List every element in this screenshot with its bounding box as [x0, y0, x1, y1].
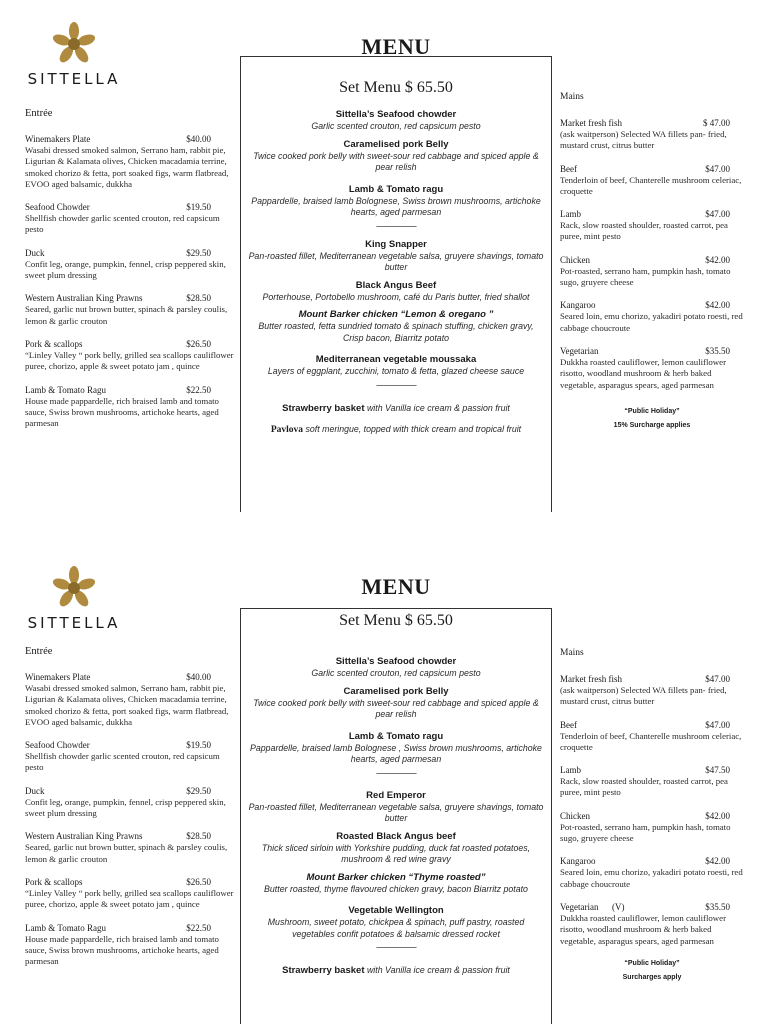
course-separator: ————— — [376, 943, 416, 953]
dish-price: $47.00 — [705, 719, 730, 730]
set-dish-name: Sittella’s Seafood chowder — [335, 656, 457, 667]
dish-name: Lamb — [560, 209, 581, 220]
dish-description: Dukkha roasted cauliflower, lemon cauliflower risotto, woodland mushroom & herb baked vegetable, asparagus spears, aged parmesan — [560, 912, 726, 946]
set-dish-description: Pappardelle, braised lamb Bolognese , Swiss brown mushrooms, artichoke hearts, aged parmesan — [250, 742, 542, 764]
public-holiday-note: “Public Holiday” — [624, 959, 680, 967]
sittella-logo — [18, 22, 130, 92]
set-dish-description: Pappardelle, braised lamb Bolognese, Swiss brown mushrooms, artichoke hearts, aged parmesan — [251, 195, 541, 217]
dish-description: Pot-roasted, serrano ham, pumpkin hash, tomato sugo, gruyere cheese — [560, 821, 731, 844]
surcharge-note: 15% Surcharge applies — [613, 421, 691, 429]
entree-item — [25, 786, 235, 820]
surcharge-note: Surcharges apply — [622, 973, 682, 981]
set-menu-item — [247, 731, 545, 766]
set-dish-name: Caramelised pork Belly — [343, 138, 449, 150]
dish-price: $47.00 — [705, 674, 730, 684]
dish-price: $29.50 — [186, 247, 211, 258]
set-menu-title: Set Menu $ 65.50 — [339, 612, 453, 629]
mains-item — [560, 720, 744, 754]
dish-name: Vegetarian — [560, 345, 599, 356]
dish-description: “Linley Valley “ pork belly, grilled sea scallops cauliflower puree, chorizo, apple & sweet potato jam , quince — [25, 349, 234, 372]
set-menu-item — [247, 905, 545, 940]
dish-description: Shellfish chowder garlic scented crouton, red capsicum pesto — [25, 751, 220, 773]
set-menu-item — [247, 280, 545, 304]
set-dish-name: Mount Barker chicken “Lemon & oregano ” — [298, 309, 494, 320]
dish-name: Western Australian King Prawns — [25, 831, 143, 842]
mains-column — [560, 648, 744, 985]
dish-name: Lamb — [560, 765, 581, 776]
dish-description: Dukkha roasted cauliflower, lemon cauliflower risotto, woodland mushroom & herb baked vegetable, asparagus spears, aged parmesan — [560, 356, 726, 390]
set-dish-description: Porterhouse, Portobello mushroom, café du Paris butter, fried shallot — [262, 291, 530, 302]
dish-price: $35.50 — [705, 345, 730, 356]
dish-description: Tenderloin of beef, Chanterelle mushroom celeriac, croquette — [560, 174, 742, 196]
dish-price: $35.50 — [705, 901, 730, 912]
dessert-item — [247, 423, 545, 436]
mains-item — [560, 765, 744, 799]
mains-item — [560, 674, 744, 708]
entree-item — [25, 339, 235, 373]
dish-price: $26.50 — [186, 876, 211, 887]
set-menu-item — [247, 139, 545, 174]
dish-description: Wasabi dressed smoked salmon, Serrano ham, rabbit pie, Ligurian & Kalamata olives, Chicken macadamia terrine, smoked chorizo & fetta, port soaked figs, warm flatbread, EVOO aged balsamic, dukkha — [25, 145, 229, 189]
set-menu-item — [247, 872, 545, 896]
dish-description: Shellfish chowder garlic scented crouton, red capsicum pesto — [25, 213, 220, 235]
dish-price: $42.00 — [705, 300, 730, 311]
set-dish-name: Red Emperor — [366, 789, 426, 801]
set-dish-name: Caramelised pork Belly — [343, 685, 449, 697]
set-dish-description: Mushroom, sweet potato, chickpea & spinach, puff pastry, roasted vegetables confit potatoes & balsamic dressed rocket — [267, 917, 525, 939]
course-separator: ————— — [376, 768, 416, 779]
dish-name: Market fresh fish — [560, 118, 622, 128]
mains-item — [560, 209, 744, 243]
mains-item — [560, 346, 744, 391]
set-menu-item — [247, 354, 545, 378]
dish-description: Pot-roasted, serrano ham, pumpkin hash, tomato sugo, gruyere cheese — [560, 265, 731, 288]
dessert-description: with Vanilla ice cream & passion fruit — [366, 965, 510, 975]
dish-price: $22.50 — [186, 384, 211, 395]
set-menu-item — [247, 239, 545, 274]
dish-name: Lamb & Tomato Ragu — [25, 922, 106, 933]
menu-sheet-2 — [0, 544, 768, 1024]
dish-description: Rack, slow roasted shoulder, roasted carrot, pea puree, mint pesto — [560, 220, 728, 242]
dish-description: House made pappardelle, rich braised lamb and tomato sauce, Swiss brown mushrooms, artichoke hearts, aged parmesan — [25, 933, 219, 967]
menu-title: MENU — [361, 34, 431, 59]
entree-item — [25, 248, 235, 282]
dish-price: $47.00 — [705, 163, 730, 174]
entree-column — [25, 646, 235, 979]
set-dish-description: Thick sliced sirloin with Yorkshire pudding, duck fat roasted potatoes, mushroom & red wine gravy — [261, 842, 531, 864]
dessert-description: soft meringue, topped with thick cream and tropical fruit — [305, 423, 522, 434]
dish-price: $ 47.00 — [703, 118, 730, 128]
set-dish-description: Butter roasted, fetta sundried tomato & spinach stuffing, chicken gravy, Crisp bacon, Biarritz potato — [258, 321, 534, 343]
course-separator: ————— — [376, 221, 416, 232]
dish-description: Confit leg, orange, pumpkin, fennel, crisp peppered skin, sweet plum dressing — [25, 258, 226, 281]
dish-description: House made pappardelle, rich braised lamb and tomato sauce, Swiss brown mushrooms, artichoke hearts, aged parmesan — [25, 395, 219, 429]
mains-item — [560, 118, 744, 152]
mains-heading: Mains — [560, 92, 584, 102]
dish-name: Western Australian King Prawns — [25, 293, 143, 304]
dish-price: $42.00 — [705, 254, 730, 265]
dish-price: $22.50 — [186, 922, 211, 933]
set-dish-description: Twice cooked pork belly with sweet-sour red cabbage and spiced apple & pear relish — [253, 150, 539, 172]
mains-item — [560, 856, 744, 890]
mains-item — [560, 811, 744, 845]
set-dish-description: Garlic scented crouton, red capsicum pesto — [311, 668, 481, 678]
dish-name: Seafood Chowder — [25, 740, 90, 751]
dish-price: $29.50 — [186, 785, 211, 796]
dish-name: Lamb & Tomato Ragu — [25, 384, 106, 395]
dish-name: Market fresh fish — [560, 674, 622, 684]
dish-description: Seared, garlic nut brown butter, spinach & parsley coulis, lemon & garlic crouton — [25, 304, 228, 326]
set-dish-name: Vegetable Wellington — [348, 905, 444, 916]
dish-name: Pork & scallops — [25, 876, 83, 887]
dish-name: Winemakers Plate — [25, 672, 91, 682]
dessert-name: Strawberry basket — [282, 965, 365, 976]
entree-item — [25, 672, 235, 728]
set-menu-item — [247, 790, 545, 825]
dish-description: Tenderloin of beef, Chanterelle mushroom celeriac, croquette — [560, 730, 742, 752]
dish-name: Kangaroo — [560, 300, 596, 311]
set-menu-item — [247, 184, 545, 219]
dish-price: $47.00 — [705, 209, 730, 220]
set-menu-item — [247, 686, 545, 721]
dish-description: Confit leg, orange, pumpkin, fennel, crisp peppered skin, sweet plum dressing — [25, 796, 226, 819]
set-dish-name: Black Angus Beef — [355, 279, 437, 291]
dish-name: Kangaroo — [560, 856, 596, 867]
dish-name: Beef — [560, 719, 577, 730]
set-dish-description: Pan-roasted fillet, Mediterranean vegetable salsa, gruyere shavings, tomato butter — [248, 250, 544, 272]
entree-heading: Entrée — [25, 646, 53, 657]
dish-name: Beef — [560, 163, 577, 174]
set-menu-item — [247, 309, 545, 344]
mains-heading: Mains — [560, 648, 584, 658]
star-emblem-icon — [52, 566, 96, 608]
entree-item — [25, 293, 235, 327]
entree-item — [25, 385, 235, 430]
dish-price: $42.00 — [705, 856, 730, 867]
star-emblem-icon — [52, 22, 96, 64]
menu-title: MENU — [361, 574, 431, 599]
mains-item — [560, 164, 744, 198]
entree-item — [25, 202, 235, 236]
entree-item — [25, 134, 235, 190]
dish-name: Chicken — [560, 810, 590, 821]
dish-price: $26.50 — [186, 338, 211, 349]
sittella-logo — [18, 566, 130, 636]
dish-price: $19.50 — [186, 202, 211, 213]
dish-name: Duck — [25, 247, 45, 258]
set-dish-description: Garlic scented crouton, red capsicum pesto — [311, 121, 481, 131]
mains-item — [560, 902, 744, 947]
set-menu-item — [247, 656, 545, 680]
dish-price: $40.00 — [186, 672, 211, 682]
dish-description: Rack, slow roasted shoulder, roasted carrot, pea puree, mint pesto — [560, 776, 728, 798]
dish-description: Seared, garlic nut brown butter, spinach & parsley coulis, lemon & garlic crouton — [25, 842, 228, 864]
dish-description: Seared loin, emu chorizo, yakadiri potato roesti, red cabbage choucroute — [560, 867, 743, 889]
mains-item — [560, 300, 744, 334]
entree-column — [25, 108, 235, 441]
dish-name: Duck — [25, 785, 45, 796]
mains-item — [560, 255, 744, 289]
dish-description: (ask waitperson) Selected WA fillets pan- fried, mustard crust, citrus butter — [560, 129, 727, 151]
set-menu-title: Set Menu $ 65.50 — [339, 79, 453, 96]
dessert-name: Pavlova — [270, 424, 304, 435]
set-dish-name: Mount Barker chicken “Thyme roasted” — [306, 871, 486, 883]
dish-name: Vegetarian (V) — [560, 901, 625, 912]
set-dish-description: Twice cooked pork belly with sweet-sour red cabbage and spiced apple & pear relish — [253, 697, 539, 719]
entree-heading: Entrée — [25, 108, 53, 119]
entree-item — [25, 923, 235, 968]
brand-name: SITTELLA — [27, 70, 121, 88]
set-dish-name: Mediterranean vegetable moussaka — [315, 354, 477, 365]
set-dish-name: Lamb & Tomato ragu — [348, 183, 444, 195]
dish-name: Pork & scallops — [25, 338, 83, 349]
set-dish-name: Sittella’s Seafood chowder — [335, 109, 457, 120]
set-dish-name: King Snapper — [365, 238, 427, 250]
dish-description: Seared loin, emu chorizo, yakadiri potato roesti, red cabbage choucroute — [560, 311, 743, 333]
dessert-description: with Vanilla ice cream & passion fruit — [366, 402, 510, 413]
set-dish-description: Butter roasted, thyme flavoured chicken gravy, bacon Biarritz potato — [264, 883, 528, 894]
dish-description: (ask waitperson) Selected WA fillets pan- fried, mustard crust, citrus butter — [560, 685, 727, 707]
dish-description: Wasabi dressed smoked salmon, Serrano ham, rabbit pie, Ligurian & Kalamata olives, Chicken macadamia terrine, smoked chorizo & fetta, port soaked figs, warm flatbread, EVOO aged balsamic, dukkha — [25, 683, 229, 727]
entree-item — [25, 740, 235, 774]
dish-price: $28.50 — [186, 293, 211, 304]
dessert-item — [247, 402, 545, 415]
dessert-item — [247, 964, 545, 977]
set-dish-name: Roasted Black Angus beef — [336, 830, 456, 842]
dish-price: $40.00 — [186, 134, 211, 144]
dish-description: “Linley Valley “ pork belly, grilled sea scallops cauliflower puree, chorizo, apple & sweet potato jam , quince — [25, 887, 234, 910]
set-dish-name: Lamb & Tomato ragu — [348, 730, 444, 742]
course-separator: ————— — [376, 380, 416, 391]
entree-item — [25, 877, 235, 911]
dessert-name: Strawberry basket — [282, 402, 365, 414]
dish-price: $28.50 — [186, 831, 211, 842]
set-dish-description: Layers of eggplant, zucchini, tomato & fetta, glazed cheese sauce — [267, 366, 525, 376]
set-menu-box — [240, 56, 552, 512]
dish-name: Winemakers Plate — [25, 134, 91, 144]
mains-column — [560, 92, 744, 433]
set-dish-description: Pan-roasted fillet, Mediterranean vegetable salsa, gruyere shavings, tomato butter — [248, 801, 544, 823]
set-menu-box — [240, 608, 552, 1024]
brand-name: SITTELLA — [27, 614, 121, 632]
set-menu-item — [247, 109, 545, 133]
entree-item — [25, 831, 235, 865]
set-menu-item — [247, 831, 545, 866]
dish-name: Seafood Chowder — [25, 202, 90, 213]
public-holiday-note: “Public Holiday” — [624, 407, 680, 415]
dish-price: $47.50 — [705, 765, 730, 776]
dish-price: $42.00 — [705, 810, 730, 821]
dish-price: $19.50 — [186, 740, 211, 751]
dish-name: Chicken — [560, 254, 590, 265]
